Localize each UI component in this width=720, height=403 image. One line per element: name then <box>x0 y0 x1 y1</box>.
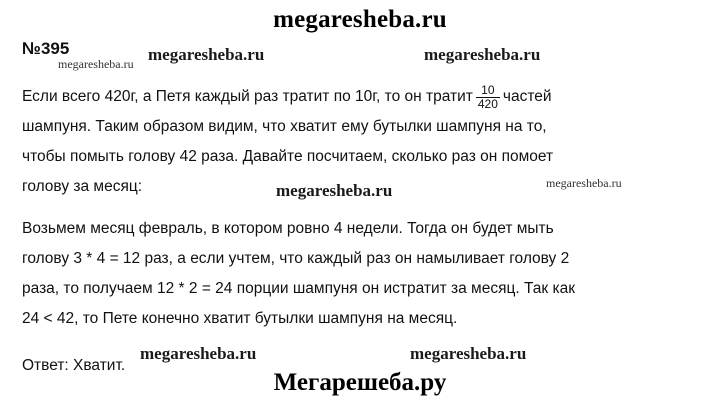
site-title-bottom: Мегарешеба.ру <box>273 369 447 396</box>
solution-line-4: голову за месяц: <box>22 178 143 195</box>
solution-text <box>22 82 698 334</box>
site-title-top: megaresheba.ru <box>273 6 447 33</box>
solution-line-1-part-1: Если всего 420г, а Петя каждый раз тратит по 10г, то он тратит <box>22 88 473 105</box>
solution-line-8: 24 < 42, то Пете конечно хватит бутылки шампуня на месяц. <box>22 310 458 327</box>
paragraph-gap <box>22 202 698 214</box>
solution-line-5: Возьмем месяц февраль, в котором ровно 4 недели. Тогда он будет мыть <box>22 220 554 237</box>
solution-line-7: раза, то получаем 12 * 2 = 24 порции шампуня он истратит за месяц. Так как <box>22 280 575 297</box>
watermark: megaresheba.ru <box>276 181 393 200</box>
watermark: megaresheba.ru <box>410 344 527 363</box>
task-number: №395 <box>22 39 70 58</box>
solution-line-1 <box>22 82 698 112</box>
watermark: megaresheba.ru <box>140 344 257 363</box>
fraction-numerator: 10 <box>481 83 495 97</box>
watermark: megaresheba.ru <box>546 176 622 190</box>
solution-line-3: чтобы помыть голову 42 раза. Давайте посчитаем, сколько раз он помоет <box>22 148 554 165</box>
answer-line: Ответ: Хватит. <box>22 357 126 374</box>
solution-line-2: шампуня. Таким образом видим, что хватит ему бутылки шампуня на то, <box>22 118 547 135</box>
solution-line-6: голову 3 * 4 = 12 раз, а если учтем, что каждый раз он намыливает голову 2 <box>22 250 570 267</box>
watermark: megaresheba.ru <box>58 57 134 71</box>
solution-line-1-part-2: частей <box>502 88 552 105</box>
watermark: megaresheba.ru <box>424 45 541 64</box>
watermark: megaresheba.ru <box>148 45 265 64</box>
fraction-denominator: 420 <box>477 97 498 111</box>
fraction-10-420 <box>476 84 500 111</box>
